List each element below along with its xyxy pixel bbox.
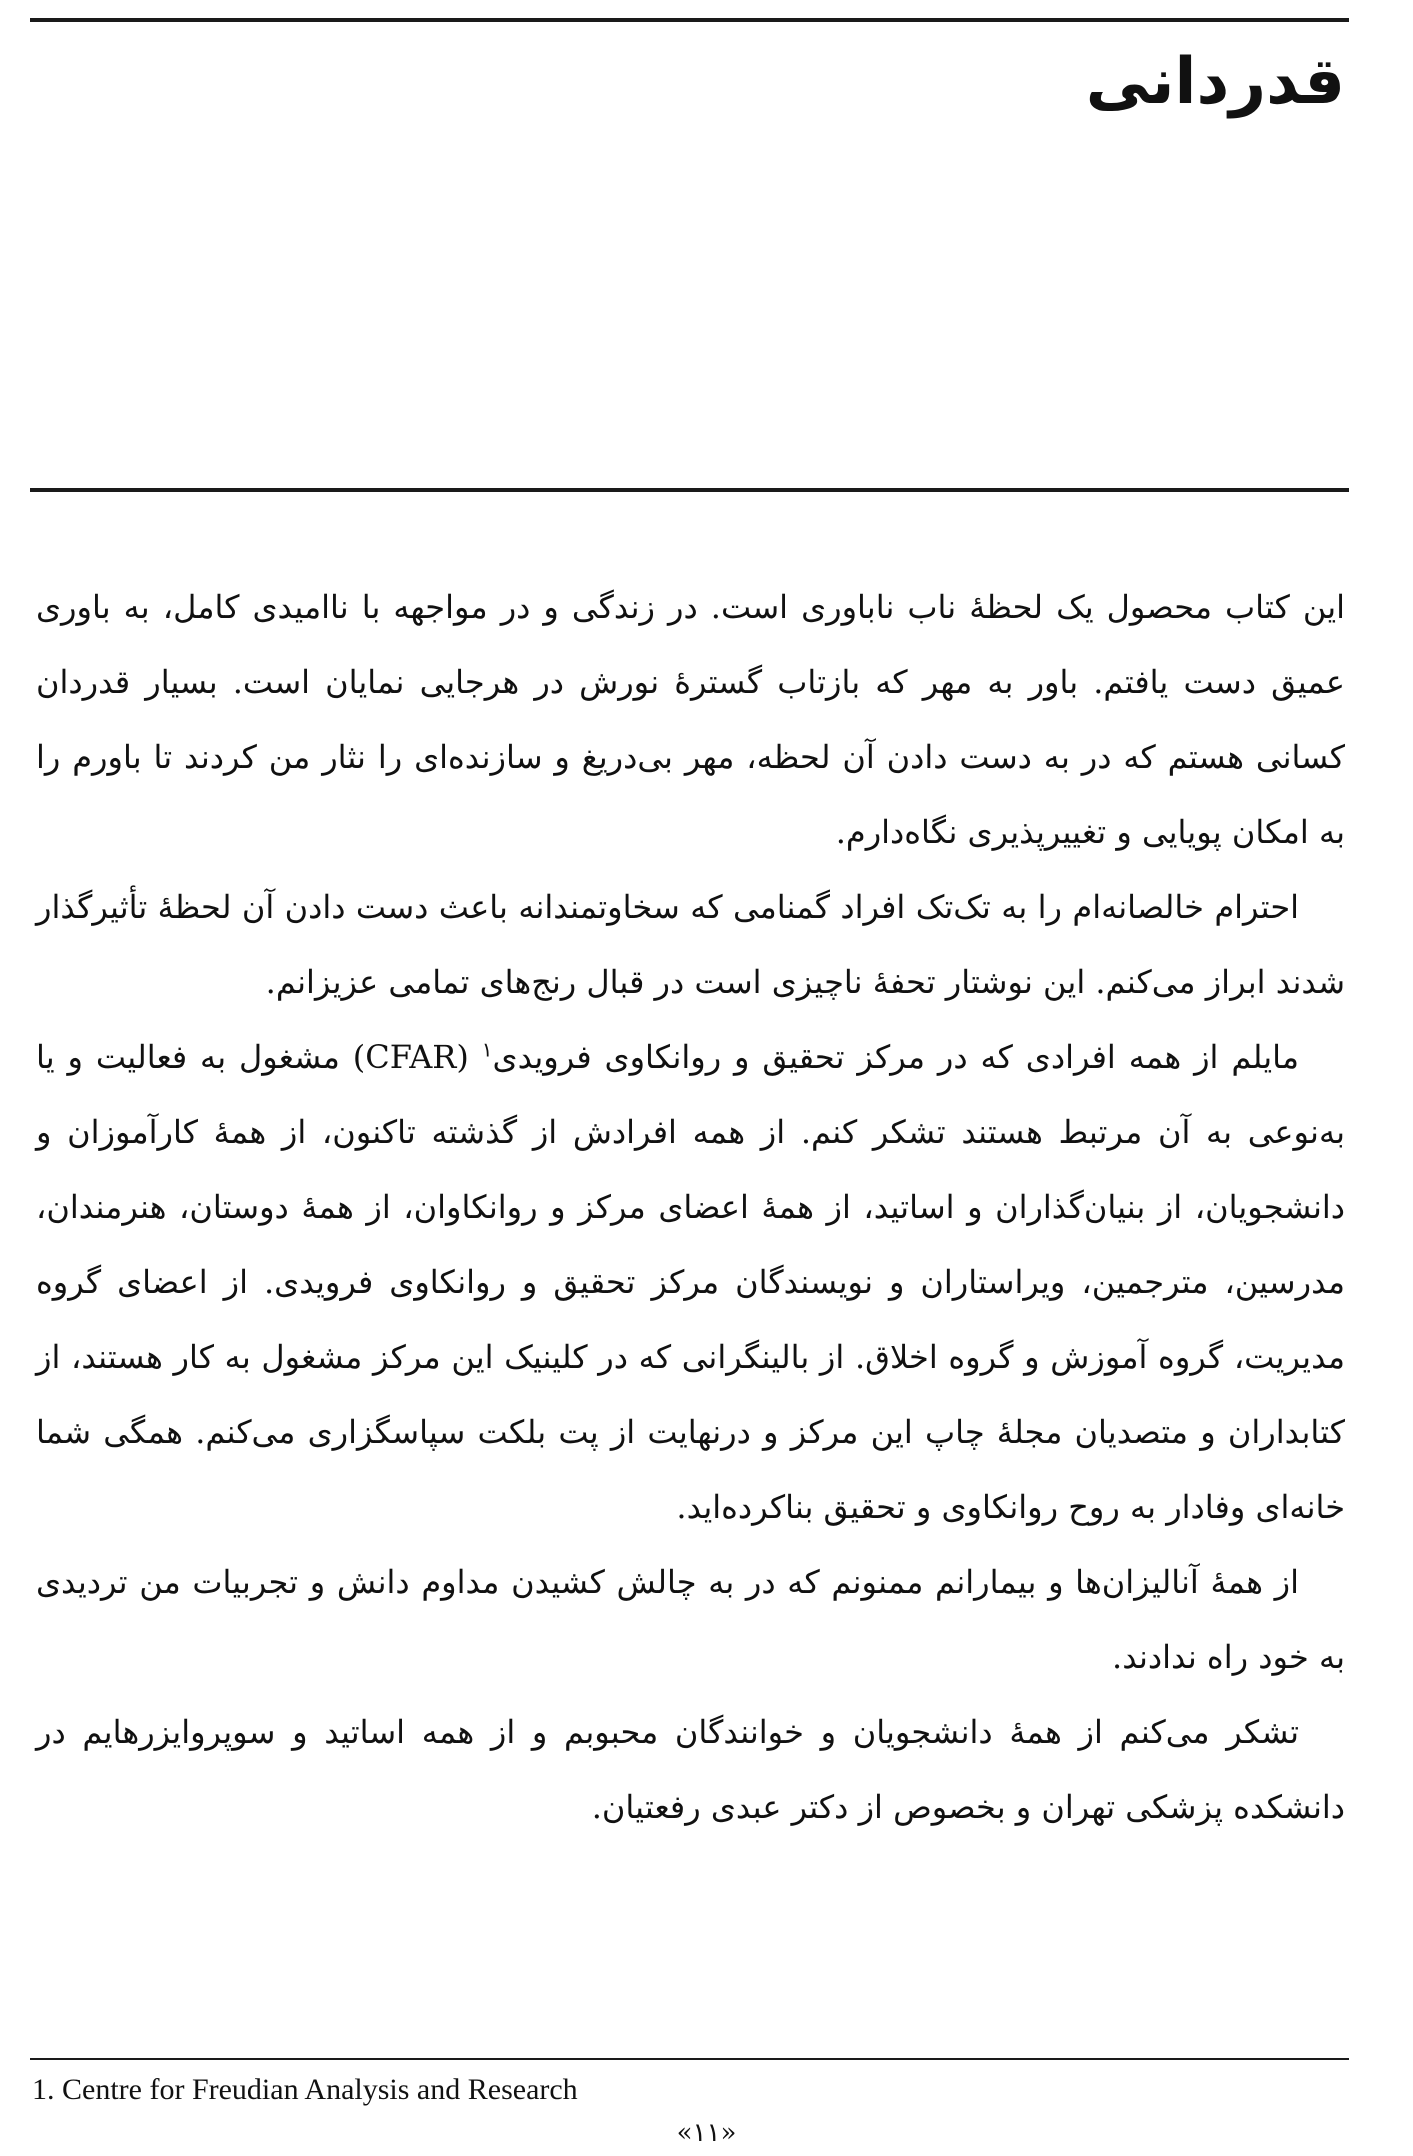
paragraph-cfar-start: مایلم از همه افرادی که در مرکز تحقیق و روانکاوی فرویدی — [492, 1038, 1300, 1076]
page-number: «۱۱» — [676, 2118, 737, 2148]
paragraph-cfar-continuation: (CFAR) مشغول به فعالیت و یا به‌نوعی به آن مرتبط هستند تشکر کنم. از همه افرادش از گذشته تاکنون، — [36, 1038, 1346, 1151]
paragraph-cfar-end: از همهٔ کارآموزان و دانشجویان، از بنیان‌گذاران و اساتید، از همهٔ اعضای مرکز و روانکاوان، از همهٔ دوستان، هنرمندان، مدرسین، مترجمین، ویراستاران و نویسندگان مرکز تحقیق و روانکاوی فرویدی. از اعضای گروه مدیریت، گروه آموزش و گروه اخلاق. از بالینگرانی که در کلینیک این مرکز مشغول به کار هستند، از کتابداران و متصدیان مجلهٔ چاپ این مرکز و درنهایت از پت بلکت سپاسگزاری می‌کنم. همگی شما خانه‌ای وفادار به روح روانکاوی و تحقیق بناکرده‌اید. — [36, 1113, 1346, 1526]
paragraph-cfar — [36, 1020, 1345, 1545]
paragraph: این کتاب محصول یک لحظهٔ ناب ناباوری است. در زندگی و در مواجهه با ناامیدی کامل، به باوری عمیق دست یافتم. باور به مهر که بازتاب گسترهٔ نورش در هرجایی نمایان است. بسیار قدردان کسانی هستم که در به دست دادن آن لحظه، مهر بی‌دریغ و سازنده‌ای را نثار من کردند تا باورم را به امکان پویایی و تغییرپذیری نگاه‌دارم. — [36, 588, 1346, 851]
page-title: قدردانی — [1085, 45, 1345, 119]
top-rule — [30, 18, 1349, 22]
paragraph: احترام خالصانه‌ام را به تک‌تک افراد گمنامی که سخاوتمندانه باعث دست دادن آن لحظهٔ تأثیرگذار شدند ابراز می‌کنم. این نوشتار تحفهٔ ناچیزی است در قبال رنج‌های تمامی عزیزانم. — [36, 888, 1345, 1001]
footnote: 1. Centre for Freudian Analysis and Research — [32, 2073, 578, 2106]
paragraph: تشکر می‌کنم از همهٔ دانشجویان و خوانندگان محبوبم و از همه اساتید و سوپروایزرهایم در دانشکده پزشکی تهران و بخصوص از دکتر عبدی رفعتیان. — [36, 1713, 1345, 1826]
footnote-reference: ۱ — [481, 1037, 493, 1062]
footnote-separator — [30, 2058, 1349, 2060]
title-divider — [30, 488, 1349, 492]
paragraph: از همهٔ آنالیزان‌ها و بیمارانم ممنونم که در به چالش کشیدن مداوم دانش و تجربیات من تردیدی به خود راه ندادند. — [36, 1563, 1345, 1676]
body-text — [36, 570, 1345, 1845]
